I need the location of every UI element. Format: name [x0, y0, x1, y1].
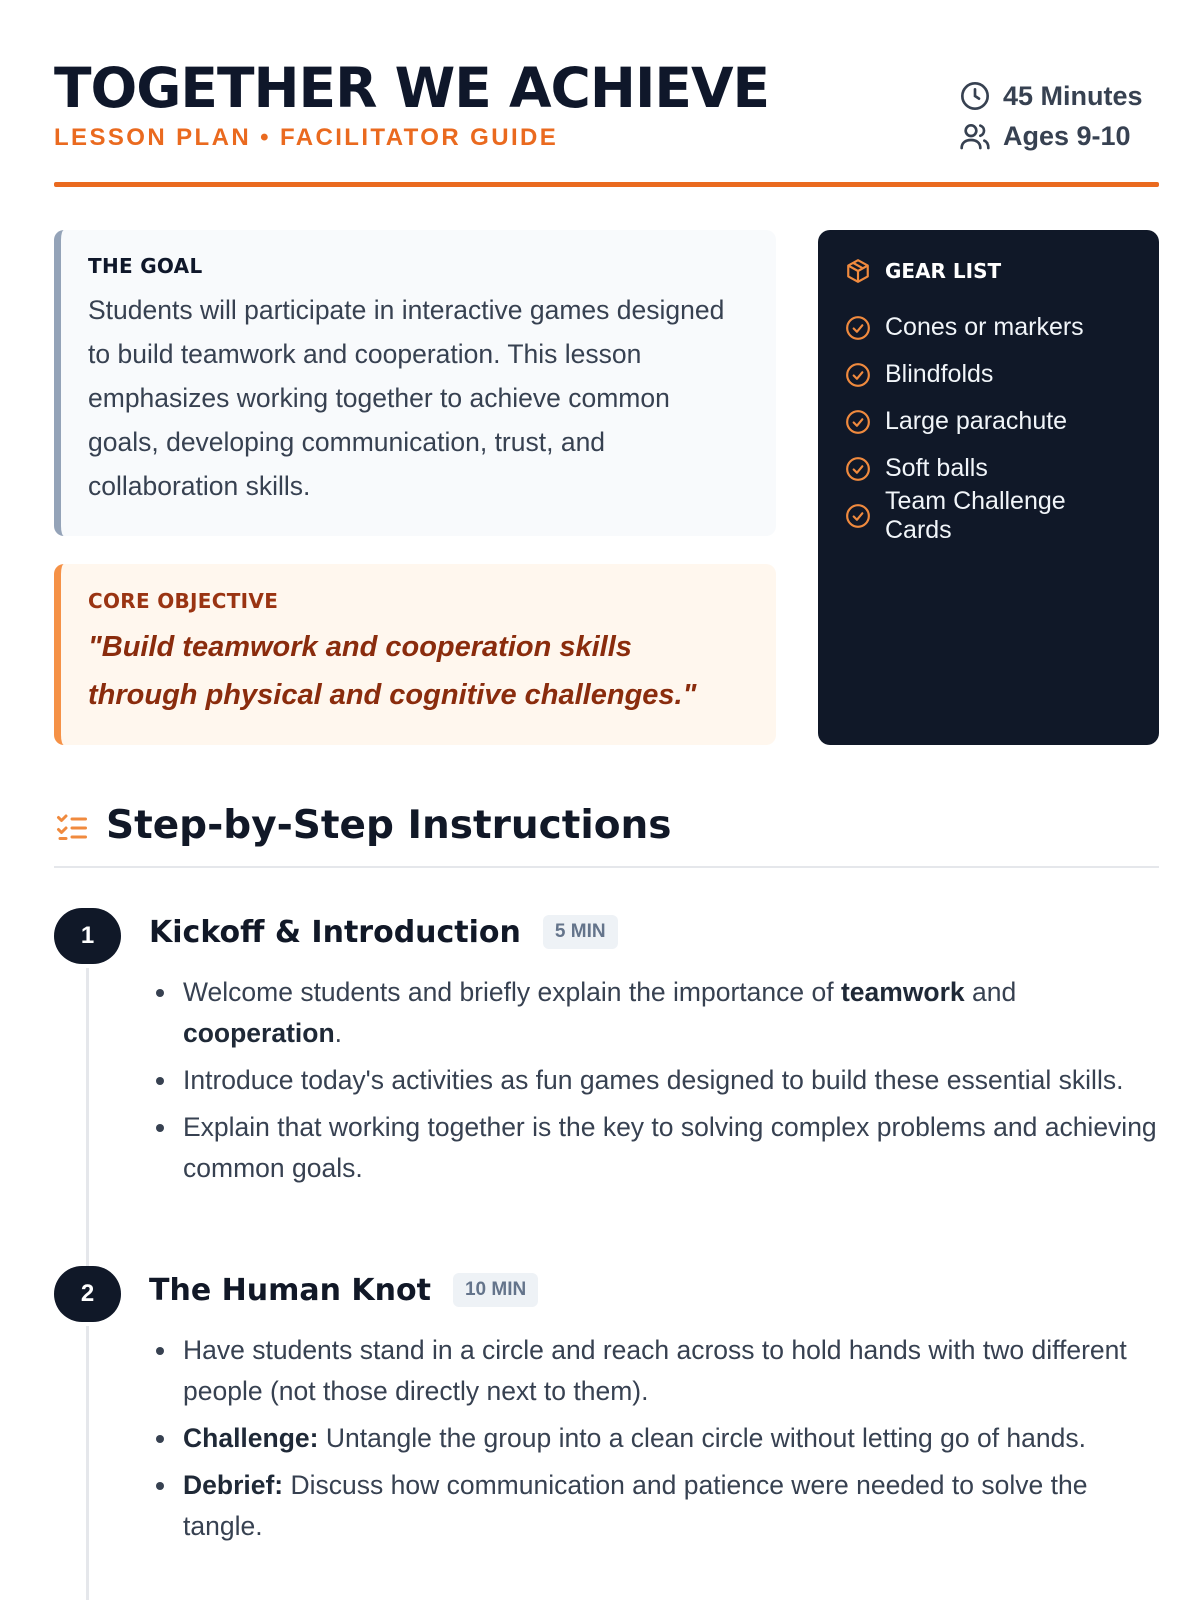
list-item: Introduce today's activities as fun games designed to build these essential skills.: [149, 1060, 1159, 1101]
step-connector: [86, 1326, 89, 1600]
gear-items: [845, 304, 1133, 544]
list-item: Challenge: Untangle the group into a clean circle without letting go of hands.: [149, 1418, 1159, 1459]
objective-label: CORE OBJECTIVE: [88, 589, 279, 613]
objective-card: [54, 564, 776, 745]
goal-card: [54, 230, 776, 536]
objective-text: "Build teamwork and cooperation skills through physical and cognitive challenges.": [88, 631, 697, 711]
users-icon: [959, 120, 991, 152]
step-connector: [86, 968, 89, 1284]
gear-item: [845, 398, 1133, 445]
checklist-icon: [54, 810, 90, 846]
step-duration-badge: 10 MIN: [453, 1273, 538, 1307]
step-number: 2: [54, 1266, 121, 1322]
check-circle-icon: [845, 456, 871, 482]
package-icon: [845, 258, 871, 284]
gear-item-label: Blindfolds: [885, 360, 994, 388]
gear-item: [845, 304, 1133, 351]
step-number: 1: [54, 908, 121, 964]
page-title: TOGETHER WE ACHIEVE: [54, 56, 770, 120]
list-item: Explain that working together is the key to solving complex problems and achieving common goals.: [149, 1107, 1159, 1189]
gear-list-card: [818, 230, 1159, 745]
header-divider: [54, 182, 1159, 187]
gear-item: [845, 486, 1133, 544]
gear-item-label: Team Challenge Cards: [885, 486, 1066, 544]
check-circle-icon: [845, 409, 871, 435]
gear-item-label: Soft balls: [885, 454, 988, 482]
gear-item-label: Large parachute: [885, 407, 1068, 435]
check-circle-icon: [845, 503, 871, 529]
gear-list-header: [845, 256, 1133, 286]
steps-section-header: [54, 802, 1159, 868]
list-item: Welcome students and briefly explain the importance of teamwork and cooperation.: [149, 972, 1159, 1054]
lesson-header: [54, 56, 1159, 186]
steps-section-title: Step-by-Step Instructions: [106, 803, 672, 848]
step-bullets: [149, 972, 1159, 1195]
duration-text: 45 Minutes: [1003, 80, 1143, 111]
goal-label: THE GOAL: [88, 254, 203, 278]
step-header: [149, 1268, 538, 1312]
step-bullets: [149, 1330, 1159, 1553]
gear-item: [845, 351, 1133, 398]
clock-icon: [959, 80, 991, 112]
lesson-meta: [959, 76, 1159, 156]
gear-item: [845, 445, 1133, 492]
step-title: Kickoff & Introduction: [149, 914, 521, 950]
check-circle-icon: [845, 315, 871, 341]
page-subtitle: LESSON PLAN • FACILITATOR GUIDE: [54, 124, 559, 151]
list-item: Debrief: Discuss how communication and patience were needed to solve the tangle.: [149, 1465, 1159, 1547]
gear-item-label: Cones or markers: [885, 313, 1084, 341]
gear-list-title: GEAR LIST: [885, 259, 1002, 283]
ages-meta: [959, 116, 1159, 156]
step-title: The Human Knot: [149, 1272, 431, 1308]
ages-text: Ages 9-10: [1003, 120, 1131, 151]
check-circle-icon: [845, 362, 871, 388]
duration-meta: [959, 76, 1159, 116]
step-duration-badge: 5 MIN: [543, 915, 618, 949]
goal-text: Students will participate in interactive games designed to build teamwork and cooperation. This lesson emphasizes working together to achieve common goals, developing communication, trust, and collaboration skills.: [88, 295, 725, 501]
list-item: Have students stand in a circle and reach across to hold hands with two different people (not those directly next to them).: [149, 1330, 1159, 1412]
step-header: [149, 910, 618, 954]
